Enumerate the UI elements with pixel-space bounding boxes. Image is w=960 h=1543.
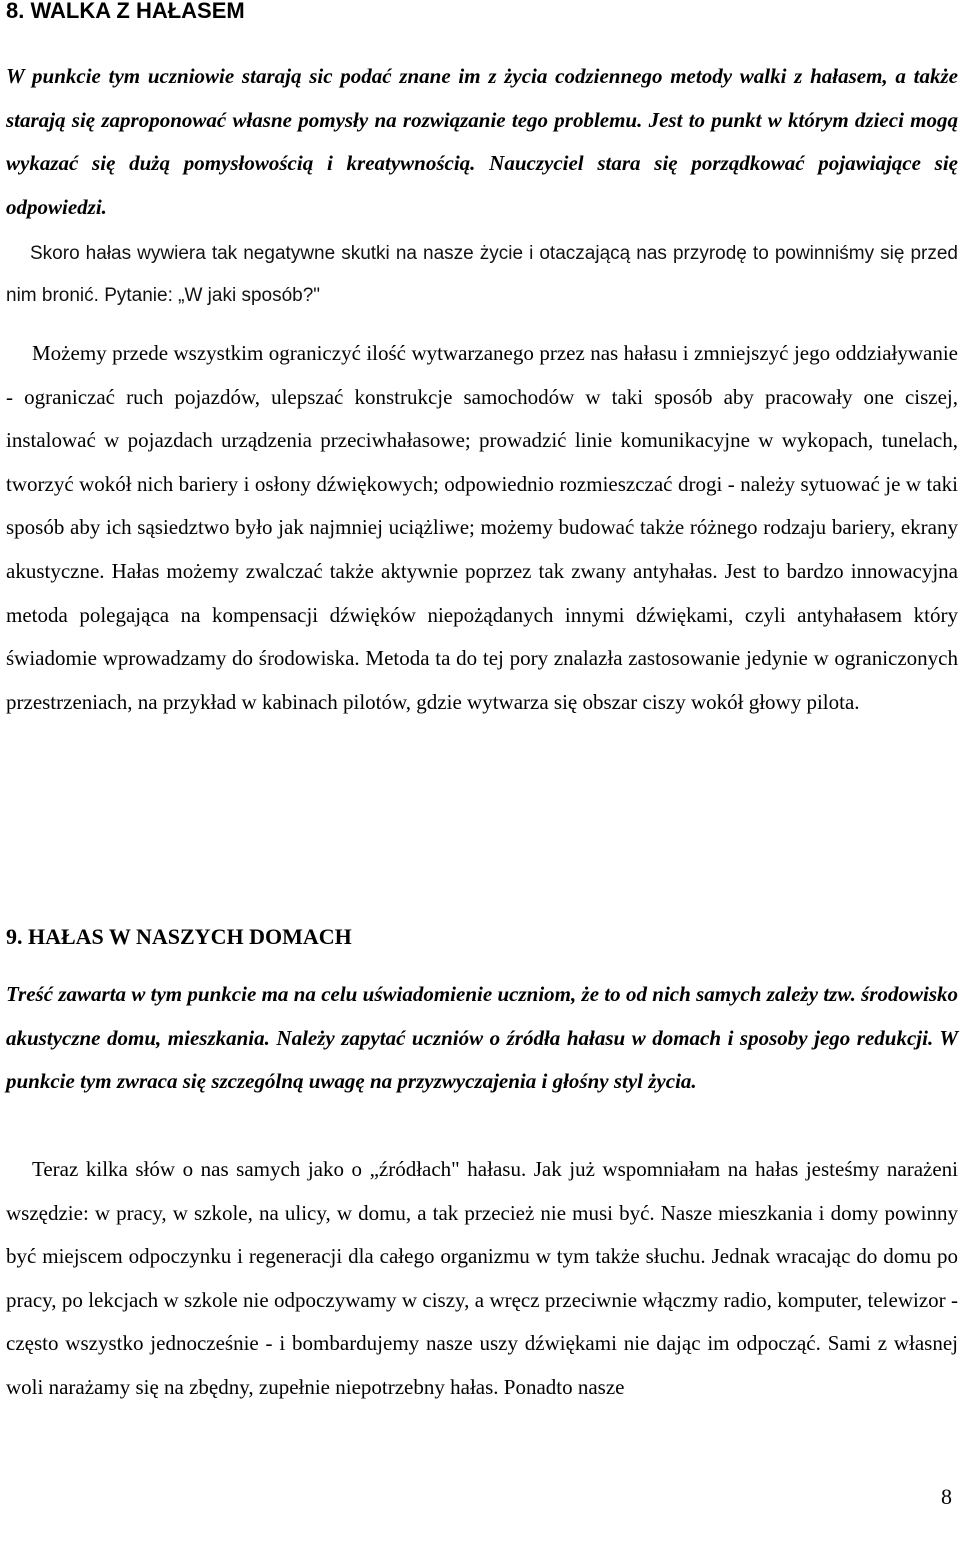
document-page: [6, 0, 958, 1543]
section-9-heading: 9. HAŁAS W NASZYCH DOMACH: [6, 924, 352, 949]
section-8-paragraph-2: Możemy przede wszystkim ograniczyć ilość wytwarzanego przez nas hałasu i zmniejszyć jego oddziaływanie - ograniczać ruch pojazdów, ulepszać konstrukcje samochodów w taki sposób aby pracowały one ciszej, instalować w pojazdach urządzenia przeciwhałasowe; prowadzić linie komunikacyjne w wykopach, tunelach, tworzyć wokół nich bariery i osłony dźwiękowych; odpowiednio rozmieszczać drogi - należy sytuować je w taki sposób aby ich sąsiedztwo było jak najmniej uciążliwe; możemy budować także różnego rodzaju bariery, ekrany akustyczne. Hałas możemy zwalczać także aktywnie poprzez tak zwany antyhałas. Jest to bardzo innowacyjna metoda polegająca na kompensacji dźwięków niepożądanych innymi dźwiękami, czyli antyhałasem który świadomie wprowadzamy do środowiska. Metoda ta do tej pory znalazła zastosowanie jedynie w ograniczonych przestrzeniach, na przykład w kabinach pilotów, gdzie wytwarza się obszar ciszy wokół głowy pilota.: [6, 341, 958, 714]
page-number: 8: [941, 1484, 952, 1509]
section-9-paragraph-1: Teraz kilka słów o nas samych jako o „źródłach" hałasu. Jak już wspomniałam na hałas jesteśmy narażeni wszędzie: w pracy, w szkole, na ulicy, w domu, a tak przecież nie musi być. Nasze mieszkania i domy powinny być miejscem odpoczynku i regeneracji dla całego organizmu w tym także słuchu. Jednak wracając do domu po pracy, po lekcjach w szkole nie odpoczywamy w ciszy, a wręcz przeciwnie włączmy radio, komputer, telewizor - często wszystko jednocześnie - i bombardujemy nasze uszy dźwiękami nie dając im odpocząć. Sami z własnej woli narażamy się na zbędny, zupełnie niepotrzebny hałas. Ponadto nasze: [6, 1157, 958, 1399]
section-8-intro: W punkcie tym uczniowie starają sic podać znane im z życia codziennego metody walki z hałasem, a także starają się zaproponować własne pomysły na rozwiązanie tego problemu. Jest to punkt w którym dzieci mogą wykazać się dużą pomysłowością i kreatywnością. Nauczyciel stara się porządkować pojawiające się odpowiedzi.: [6, 64, 958, 219]
section-9-intro: Treść zawarta w tym punkcie ma na celu uświadomienie uczniom, że to od nich samych zależy tzw. środowisko akustyczne domu, mieszkania. Należy zapytać uczniów o źródła hałasu w domach i sposoby jego redukcji. W punkcie tym zwraca się szczególną uwagę na przyzwyczajenia i głośny styl życia.: [6, 982, 958, 1093]
section-8-heading: 8. WALKA Z HAŁASEM: [6, 0, 245, 23]
section-8-paragraph-1: Skoro hałas wywiera tak negatywne skutki na nasze życie i otaczającą nas przyrodę to powinniśmy się przed nim bronić. Pytanie: „W jaki sposób?": [6, 243, 958, 306]
